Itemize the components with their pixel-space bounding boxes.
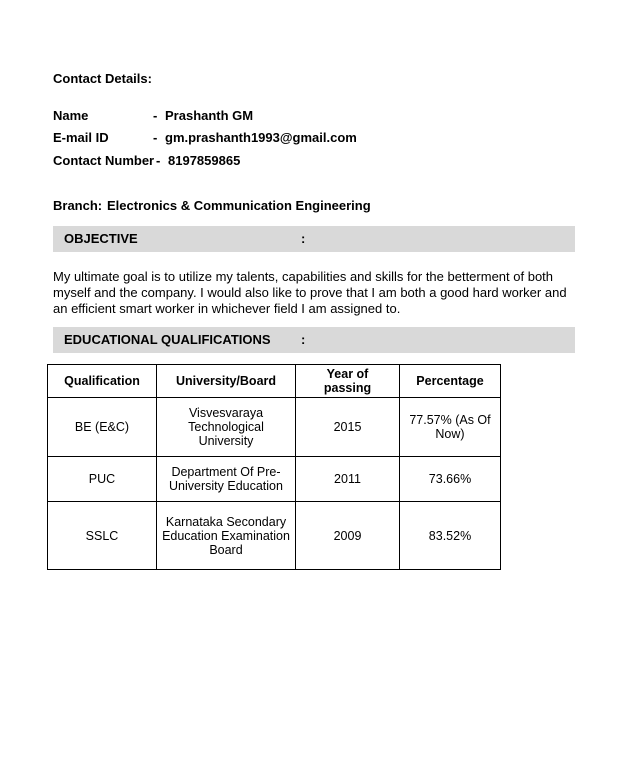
contact-row-name — [53, 108, 253, 123]
name-value: Prashanth GM — [165, 108, 254, 123]
cell-percentage: 77.57% (As Of Now) — [400, 398, 501, 457]
cell-qualification: PUC — [48, 457, 157, 502]
education-table — [47, 364, 501, 570]
objective-title: OBJECTIVE — [64, 231, 138, 246]
cell-board: Karnataka Secondary Education Examination Board — [157, 502, 296, 570]
separator: - — [156, 153, 161, 168]
name-label: Name — [53, 108, 89, 123]
education-title: EDUCATIONAL QUALIFICATIONS — [64, 332, 271, 347]
cell-qualification: SSLC — [48, 502, 157, 570]
separator: - — [153, 130, 158, 145]
contact-row-email — [53, 130, 357, 145]
header-qualification: Qualification — [48, 365, 157, 398]
objective-section-bar — [53, 226, 575, 252]
cell-board: Department Of Pre-University Education — [157, 457, 296, 502]
cell-percentage: 83.52% — [400, 502, 501, 570]
table-row — [48, 502, 501, 570]
table-row — [48, 457, 501, 502]
separator: - — [153, 108, 158, 123]
email-label: E-mail ID — [53, 130, 109, 145]
objective-colon: : — [301, 231, 306, 246]
header-university-board: University/Board — [157, 365, 296, 398]
cell-year: 2015 — [296, 398, 400, 457]
cell-year: 2011 — [296, 457, 400, 502]
education-section-bar — [53, 327, 575, 353]
table-header-row — [48, 365, 501, 398]
cell-percentage: 73.66% — [400, 457, 501, 502]
header-year-of-passing: Year of passing — [296, 365, 400, 398]
phone-label: Contact Number — [53, 153, 155, 168]
contact-details-heading: Contact Details: — [53, 71, 152, 86]
education-colon: : — [301, 332, 306, 347]
table-row — [48, 398, 501, 457]
branch-value: Electronics & Communication Engineering — [107, 198, 371, 213]
branch-line — [53, 198, 371, 213]
cell-year: 2009 — [296, 502, 400, 570]
branch-label: Branch: — [53, 198, 103, 213]
objective-text: My ultimate goal is to utilize my talents, capabilities and skills for the betterment of both myself and the company. I would also like to prove that I am both a good hard worker and an efficient smart worker in whichever field I am assigned to. — [53, 269, 567, 316]
phone-value: 8197859865 — [168, 153, 241, 168]
contact-row-phone — [53, 153, 240, 168]
header-percentage: Percentage — [400, 365, 501, 398]
cell-qualification: BE (E&C) — [48, 398, 157, 457]
email-value: gm.prashanth1993@gmail.com — [165, 130, 357, 145]
cell-board: Visvesvaraya Technological University — [157, 398, 296, 457]
